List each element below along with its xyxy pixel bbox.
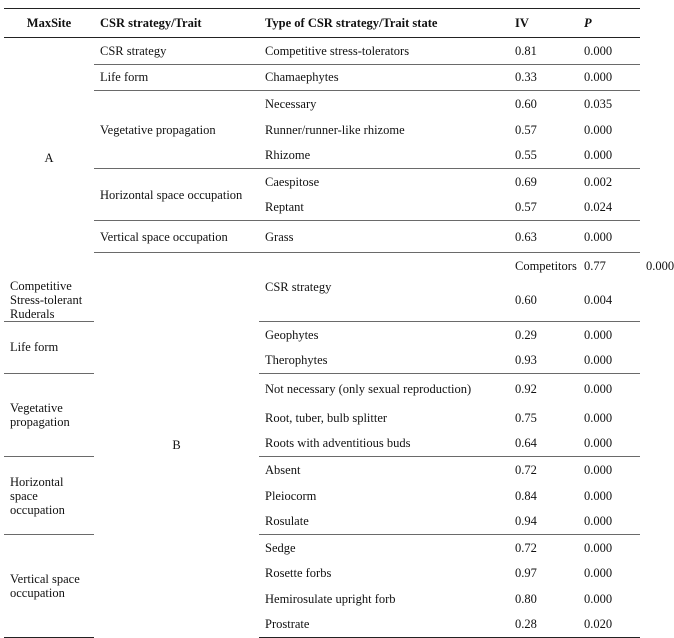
type-cell: Absent: [259, 457, 509, 483]
p-cell: 0.000: [584, 566, 613, 581]
header-trait: CSR strategy/Trait: [94, 9, 259, 38]
iv-cell: 0.92: [509, 373, 578, 405]
trait-cell: Vegetative propagation: [94, 91, 259, 169]
p-cell: 0.024: [584, 200, 613, 215]
site-a-label: A: [44, 151, 54, 166]
type-cell: Prostrate: [259, 612, 509, 638]
trait-cell: Life form: [94, 64, 259, 91]
iv-cell: 0.29: [509, 321, 578, 347]
p-cell: 0.020: [578, 612, 640, 638]
trait-cell: Vertical space occupation: [4, 534, 94, 637]
p-cell: 0.000: [578, 321, 640, 347]
type-cell: Necessary: [259, 91, 509, 117]
trait-cell: Vertical space occupation: [94, 221, 259, 253]
table-body: A CSR strategy Competitive stress-tolerators 0.81 0.000 Life form Chamaephytes 0.33 0.000 Vegetative propagation Necessary 0.60 0.035 Runner/runner-like rhizome 0.57 0.000 Rhizome 0.55 0.000 Horizontal space occupation Caespitose 0.69 0.002 Reptant 0.57 0.024 Vertical space occupation Grass 0.63 0.000 B CSR strategy Competitors 0.77 0.000 Competitive Stress-tolerant Ruderals 0.60 0.004 Life form Geophytes 0.29 0.000 Therophytes 0.93 0.000 Vegetative propagation Not necessary (only sexual reproduction) 0.92 0.000 Root, tuber, bulb splitter 0.75 0.000 Roots with adventitious buds 0.64 0.000 Horizontal space occupation Absent 0.72 0.000 Pleiocorm 0.84 0.000 Rosulate 0.94 0.000 Vertical space occupation Sedge 0.72 0.000 Rosette forbs 0.97 0.000 Hemirosulate upright forb 0.80 0.000 Prostrate 0.28 0.020: [4, 38, 640, 638]
p-cell: 0.000: [584, 514, 613, 529]
iv-cell: 0.55: [515, 148, 537, 163]
p-cell: 0.000: [578, 221, 640, 253]
iv-cell: 0.28: [509, 612, 578, 638]
p-cell: 0.000: [584, 488, 613, 503]
iv-cell: 0.80: [515, 591, 537, 606]
p-cell: 0.000: [584, 591, 613, 606]
type-cell: Rhizome: [265, 148, 311, 163]
iv-cell: 0.93: [515, 353, 537, 368]
p-cell: 0.035: [578, 91, 640, 117]
type-cell: Grass: [259, 221, 509, 253]
iv-cell: 0.97: [515, 566, 537, 581]
trait-cell: CSR strategy: [100, 43, 167, 58]
iv-cell: 0.57: [515, 122, 537, 137]
type-cell: Geophytes: [259, 321, 509, 347]
type-cell: Competitive stress-tolerators: [265, 43, 410, 58]
trait-cell: Horizontal space occupation: [4, 457, 94, 535]
iv-cell: 0.84: [515, 488, 537, 503]
header-type: Type of CSR strategy/Trait state: [259, 9, 509, 38]
iv-cell: 0.63: [509, 221, 578, 253]
iv-cell: 0.33: [509, 64, 578, 91]
p-cell: 0.000: [584, 436, 613, 451]
type-cell: Pleiocorm: [265, 488, 317, 503]
iv-cell: 0.60: [509, 91, 578, 117]
trait-cell: Vegetative propagation: [4, 373, 94, 456]
p-cell: 0.000: [578, 373, 640, 405]
p-cell: 0.000: [584, 148, 613, 163]
header-maxsite: MaxSite: [4, 9, 94, 38]
p-cell: 0.000: [584, 122, 613, 137]
iv-cell: 0.69: [509, 168, 578, 194]
iv-cell: 0.64: [515, 436, 537, 451]
type-cell: Caespitose: [259, 168, 509, 194]
type-cell: Rosette forbs: [265, 566, 332, 581]
header-iv: IV: [509, 9, 578, 38]
type-cell: Runner/runner-like rhizome: [265, 122, 405, 137]
indicator-table: [4, 8, 674, 638]
p-cell: 0.004: [584, 292, 613, 307]
p-cell: 0.000: [578, 534, 640, 560]
iv-cell: 0.60: [515, 292, 537, 307]
type-cell: Therophytes: [265, 353, 328, 368]
iv-cell: 0.81: [515, 43, 537, 58]
iv-cell: 0.94: [515, 514, 537, 529]
type-cell: Competitors: [509, 253, 578, 279]
p-cell: 0.000: [584, 43, 613, 58]
p-cell: 0.000: [578, 457, 640, 483]
p-cell: 0.000: [578, 64, 640, 91]
p-cell: 0.000: [584, 410, 613, 425]
type-cell: Rosulate: [265, 514, 309, 529]
iv-cell: 0.57: [515, 200, 537, 215]
table-header: [4, 9, 640, 38]
type-cell: Root, tuber, bulb splitter: [265, 410, 388, 425]
trait-cell: CSR strategy: [259, 253, 509, 322]
iv-cell: 0.72: [509, 534, 578, 560]
p-cell: 0.000: [584, 353, 613, 368]
header-p: P: [578, 9, 640, 38]
type-cell: Roots with adventitious buds: [265, 436, 411, 451]
p-cell: 0.002: [578, 168, 640, 194]
iv-cell: 0.72: [509, 457, 578, 483]
iv-cell: 0.75: [515, 410, 537, 425]
type-cell: Sedge: [259, 534, 509, 560]
type-cell: Chamaephytes: [259, 64, 509, 91]
type-cell: Reptant: [265, 200, 304, 215]
trait-cell: Horizontal space occupation: [94, 168, 259, 220]
type-cell: Competitive Stress-tolerant Ruderals: [10, 278, 83, 321]
trait-cell: Life form: [4, 321, 94, 373]
site-b-label: B: [94, 253, 259, 638]
type-cell: Not necessary (only sexual reproduction): [259, 373, 509, 405]
type-cell: Hemirosulate upright forb: [265, 591, 396, 606]
iv-cell: 0.77: [578, 253, 640, 279]
